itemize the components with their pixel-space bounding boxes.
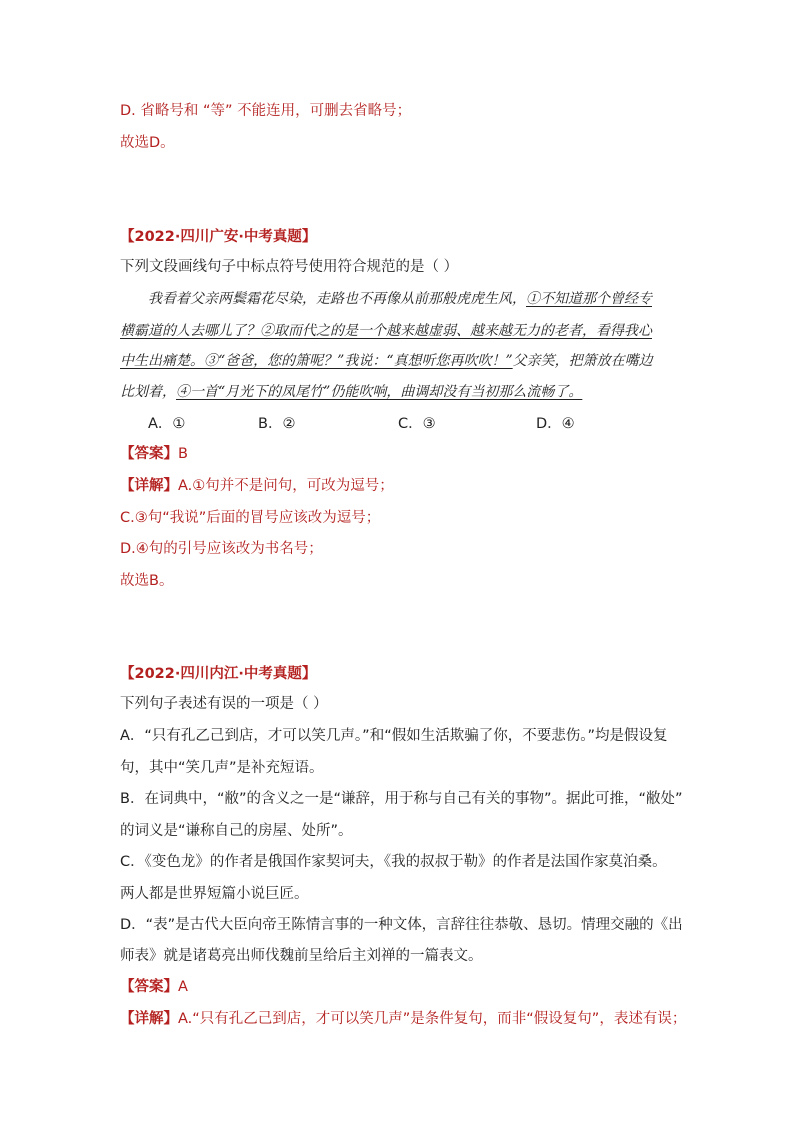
option-a: A．① bbox=[148, 416, 186, 432]
option-a-line1: A．“只有孔乙己到店，才可以笑几声。”和“假如生活欺骗了你，不要悲伤。”均是假设复 bbox=[120, 728, 668, 744]
answer-line bbox=[120, 444, 188, 464]
answer-value: A bbox=[178, 979, 188, 995]
passage-line: 比划着，④一首“月光下的凤尾竹”仍能吹响，曲调却没有当初那么流畅了。 bbox=[120, 384, 583, 400]
detail-line: C.③句“我说”后面的冒号应该改为逗号； bbox=[120, 510, 381, 526]
conclusion-text: 故选D。 bbox=[120, 135, 175, 151]
underlined-sentence: ①不知道那个曾经专 bbox=[526, 291, 652, 307]
option-a-line2: 句，其中“笑几声”是补充短语。 bbox=[120, 760, 324, 776]
detail-line: 【详解】A.“只有孔乙己到店，才可以笑几声”是条件复句，而非“假设复句”，表述有误； bbox=[120, 1011, 687, 1027]
detail-tag: 【详解】 bbox=[120, 478, 178, 494]
conclusion-text: 故选B。 bbox=[120, 573, 174, 589]
detail-line: 【详解】A.①句并不是问句，可改为逗号； bbox=[120, 478, 394, 494]
question-stem: 下列文段画线句子中标点符号使用符合规范的是（ ） bbox=[120, 259, 459, 275]
option-c-line1: C．《变色龙》的作者是俄国作家契诃夫，《我的叔叔于勒》的作者是法国作家莫泊桑。 bbox=[120, 854, 667, 870]
detail-line: D.④句的引号应该改为书名号； bbox=[120, 541, 323, 557]
answer-tag: 【答案】 bbox=[120, 446, 178, 462]
option-b-line2: 的词义是“谦称自己的房屋、处所”。 bbox=[120, 823, 353, 839]
question-stem: 下列句子表述有误的一项是（ ） bbox=[120, 696, 328, 712]
option-c-line2: 两人都是世界短篇小说巨匠。 bbox=[120, 886, 309, 902]
option-d-line1: D．“表”是古代大臣向帝王陈情言事的一种文体，言辞往往恭敬、恳切。情理交融的《出 bbox=[120, 917, 683, 933]
explanation-option-d: D. 省略号和 “等” 不能连用，可删去省略号； bbox=[120, 103, 412, 119]
answer-line bbox=[120, 977, 188, 997]
question-source-tag: 【2022·四川内江·中考真题】 bbox=[120, 666, 317, 682]
question-source-tag: 【2022·四川广安·中考真题】 bbox=[120, 229, 317, 245]
answer-tag: 【答案】 bbox=[120, 979, 178, 995]
option-d: D．④ bbox=[536, 416, 575, 432]
option-c: C．③ bbox=[398, 416, 436, 432]
option-b-line1: B．在词典中，“敝”的含义之一是“谦辞，用于称与自己有关的事物”。据此可推，“敝处” bbox=[120, 791, 683, 807]
underlined-sentence: ④一首“月光下的凤尾竹”仍能吹响，曲调却没有当初那么流畅了。 bbox=[176, 384, 583, 400]
underlined-sentence: 中生出痛楚。③“爸爸，您的箫呢？”我说：“真想听您再吹吹！” bbox=[120, 353, 513, 369]
option-b: B．② bbox=[258, 416, 296, 432]
option-d-line2: 师表》就是诸葛亮出师伐魏前呈给后主刘禅的一篇表文。 bbox=[120, 948, 483, 964]
answer-value: B bbox=[178, 446, 188, 462]
underlined-sentence: 横霸道的人去哪儿了？②取而代之的是一个越来越虚弱、越来越无力的老者，看得我心 bbox=[120, 323, 652, 339]
passage-line: 我看着父亲两鬓霜花尽染，走路也不再像从前那般虎虎生风，①不知道那个曾经专 bbox=[148, 291, 652, 307]
passage-line: 中生出痛楚。③“爸爸，您的箫呢？”我说：“真想听您再吹吹！”父亲笑，把箫放在嘴边 bbox=[120, 353, 653, 369]
detail-tag: 【详解】 bbox=[120, 1011, 178, 1027]
